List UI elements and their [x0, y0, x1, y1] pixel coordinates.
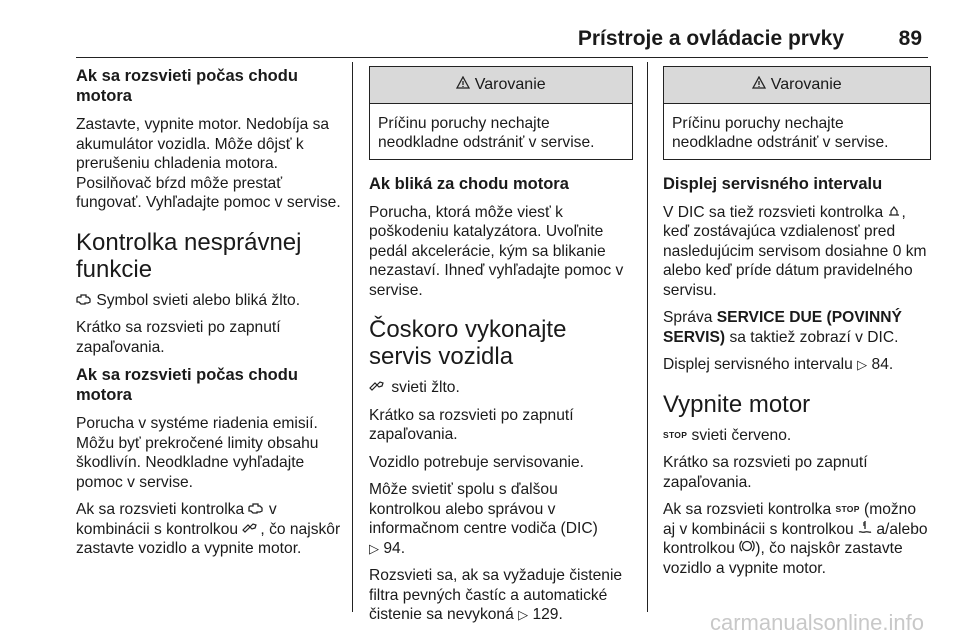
stop-icon: STOP — [663, 429, 688, 440]
warning-box — [663, 66, 931, 160]
engine-check-icon — [248, 502, 264, 514]
service-wrench-icon — [369, 380, 387, 392]
paragraph: Správa SERVICE DUE (POVINNÝ SERVIS) sa taktiež zobrazí v DIC. — [663, 309, 902, 346]
section-heading: Displej servisného intervalu — [663, 174, 883, 193]
paragraph: Rozsvieti sa, ak sa vyžaduje čistenie filtra pevných častíc a automatické čistenie sa nevykoná ▷ 129. — [369, 567, 623, 623]
section-title: Kontrolka nesprávnej funkcie — [76, 228, 302, 283]
warning-text: Príčinu poruchy nechajte neodkladne odstrániť v servise. — [672, 114, 889, 151]
column-divider — [352, 62, 353, 612]
paragraph: Zastavte, vypnite motor. Nedobíja sa akumulátor vozidla. Môže dôjsť k prerušeniu chladenia motora. Posilňovač bŕzd môže prestať fungovať. Vyhľadajte pomoc v servise. — [76, 116, 341, 211]
page-reference-icon: ▷ — [369, 540, 379, 556]
column-3 — [663, 66, 931, 586]
paragraph: Vozidlo potrebuje servisovanie. — [369, 453, 584, 471]
header-title: Prístroje a ovládacie prvky — [577, 27, 844, 50]
paragraph: Ak sa rozsvieti kontrolka v kombinácii s kontrolkou , čo najskôr zastavte vozidlo a vypnite motor. — [76, 501, 341, 557]
warning-box — [369, 66, 633, 160]
paragraph: svieti žlto. — [369, 378, 633, 398]
paragraph: Krátko sa rozsvieti po zapnutí zapaľovania. — [663, 454, 868, 491]
warning-triangle-icon — [456, 76, 470, 89]
section-heading: Ak sa rozsvieti počas chodu motora — [76, 366, 298, 404]
page-reference-icon: ▷ — [518, 607, 529, 622]
warning-text: Príčinu poruchy nechajte neodkladne odstrániť v servise. — [378, 114, 595, 151]
page-header — [0, 27, 960, 59]
paragraph: Môže svietiť spolu s ďalšou kontrolkou alebo správou v informačnom centre vodiča (DIC) ▷ 94. — [369, 481, 598, 557]
section-title: Čoskoro vykonajte servis vozidla — [369, 316, 567, 370]
section-heading: Ak bliká za chodu motora — [369, 174, 569, 193]
paragraph: Krátko sa rozsvieti po zapnutí zapaľovania. — [369, 406, 574, 443]
paragraph: Symbol svieti alebo bliká žlto. — [76, 291, 344, 311]
page-reference[interactable]: 94. — [383, 539, 406, 557]
section-title: Vypnite motor — [663, 390, 811, 418]
page-reference[interactable]: 129. — [532, 606, 563, 623]
service-wrench-icon — [242, 522, 260, 534]
paragraph: Porucha v systéme riadenia emisií. Môžu byť prekročené limity obsahu škodlivín. Neodkladne vyhľadajte pomoc v servise. — [76, 415, 319, 491]
column-1 — [76, 66, 344, 567]
paragraph: V DIC sa tiež rozsvieti kontrolka , keď zostávajúca vzdialenosť pred nasledujúcim servisom dosiahne 0 km alebo keď príde dátum pravidelného servisu. — [663, 203, 927, 299]
page-reference-icon: ▷ — [857, 357, 868, 372]
section-heading: Ak sa rozsvieti počas chodu motora — [76, 67, 298, 105]
brake-warning-icon — [739, 539, 755, 553]
paragraph: Krátko sa rozsvieti po zapnutí zapaľovania. — [76, 319, 281, 356]
column-divider — [647, 62, 648, 612]
paragraph: STOP svieti červeno. — [663, 426, 792, 444]
engine-check-icon — [76, 293, 92, 305]
paragraph: Porucha, ktorá môže viesť k poškodeniu katalyzátora. Uvoľnite pedál akcelerácie, kým sa blikanie nezastaví. Ihneď vyhľadajte pomoc v servise. — [369, 203, 624, 299]
warning-header: Varovanie — [370, 67, 632, 104]
header-rule — [76, 57, 928, 58]
message-text: SERVICE DUE (POVINNÝ SERVIS) — [663, 309, 902, 346]
warning-triangle-icon — [752, 76, 766, 89]
coolant-temperature-icon — [858, 520, 872, 534]
page-reference[interactable]: 84. — [871, 356, 894, 373]
paragraph: Ak sa rozsvieti kontrolka STOP (možno aj v kombinácii s kontrolkou a/alebo kontrolkou ), čo najskôr zastavte vozidlo a vypnite motor. — [663, 501, 928, 577]
page-number: 89 — [898, 27, 922, 50]
service-lift-icon — [887, 205, 901, 217]
column-2 — [369, 66, 633, 633]
warning-header: Varovanie — [664, 67, 930, 104]
watermark: carmanualsonline.info — [709, 610, 924, 635]
paragraph: Displej servisného intervalu ▷ 84. — [663, 356, 894, 373]
stop-icon: STOP — [835, 504, 860, 514]
